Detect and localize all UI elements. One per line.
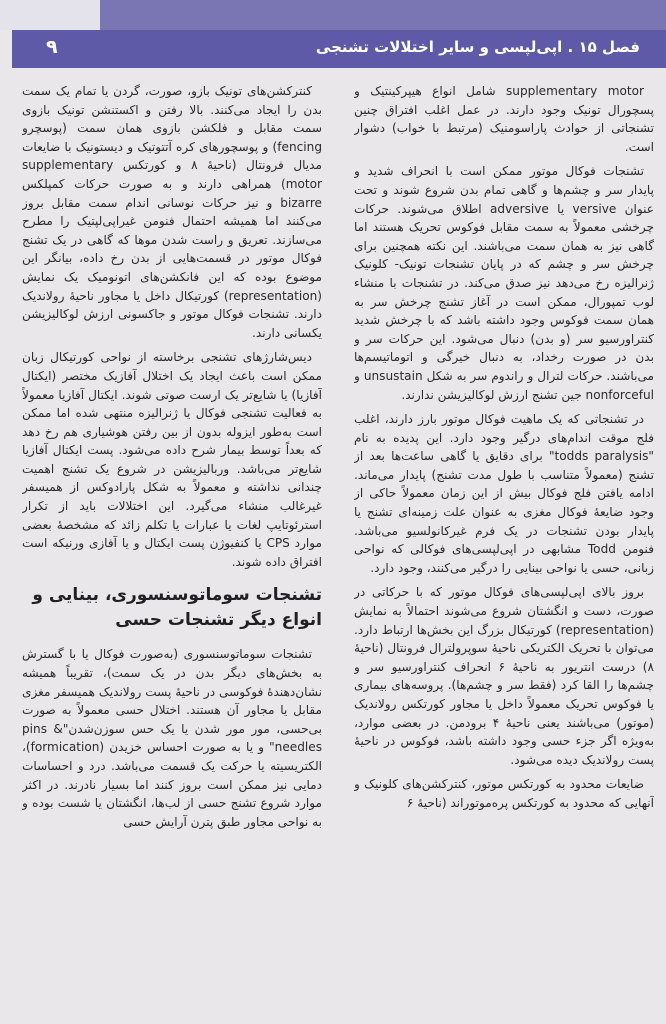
paragraph: کنترکشن‌های تونیک بازو، صورت، گردن یا تمام یک سمت بدن را ایجاد می‌کنند. بالا رفتن و اکستنشن تونیک بازوی سمت مقابل و فلکشن بازوی همان سمت (پوسچرو fencing) و پوسچورهای کره آتتوتیک و دیستونیک با ضایعات مدیال فرونتال (ناحیهٔ ۸ و کورتکس supplementary motor) همراهی دارند و به صورت حرکات کمپلکس bizarre و نیز حرکات نوسانی اندام سمت مقابل بروز می‌کنند اما همیشه احتمال فنومن غیراپی‌لپتیک را مطرح می‌سازند. تعریق و راست شدن موها که گاهی در یک تشنج فوکال موتور در قسمت‌هایی از بدن رخ داده، بیانگر این موضوع بوده که این فانکشن‌های اتونومیک یک نمایش (representation) کورتیکال داخل یا مجاور ناحیهٔ رولاندیک دارند. تشنجات فوکال موتور و جاکسونی ارزش لوکالیزیشن یکسانی دارند. — [22, 84, 322, 340]
top-decor-band — [0, 0, 666, 30]
page-number: ۹ — [46, 36, 58, 58]
section-heading: تشنجات سوماتوسنسوری، بینایی و انواع دیگر تشنجات حسی — [32, 585, 322, 631]
paragraph: تشنجات سوماتوسنسوری (به‌صورت فوکال یا با گسترش به بخش‌های دیگر بدن در یک سمت)، تقریباً همیشه نشان‌دهندهٔ فوکوسی در ناحیهٔ پست رولاندیک همیسفر مغزی مقابل یا مجاور آن هستند. اختلال حسی معمولاً به صورت بی‌حسی، مور مور شدن یا یک حس سوزن‌شدن"pins & needles" و یا به صورت احساس خزیدن (formication)، الکتریسیته یا حرکت یک قسمت می‌باشد. درد و احساسات دمایی نیز ممکن است بروز کنند اما بسیار نادرند. در اکثر موارد شروع تشنج حسی از لب‌ها، انگشتان یا شست بوده و به نواحی مجاور طبق پترن آرایش حسی — [22, 647, 322, 829]
chapter-title: فصل ۱۵ . اپی‌لپسی و سایر اختلالات تشنجی — [315, 38, 640, 56]
paragraph: supplementary motor شامل انواع هیپرکینتیک و پسچورال تونیک وجود دارند. در عمل اغلب افتراق چنین تشنجاتی از حوادث پاراسومنیک (مرتبط با خواب) دشوار است. — [354, 84, 654, 154]
paragraph: بروز بالای اپی‌لپسی‌های فوکال موتور که با حرکاتی در صورت، دست و انگشتان شروع می‌شوند احتمالاً به نمایش (representation) کورتیکال بزرگ این بخش‌ها ارتباط دارد. می‌توان با تحریک الکتریکی ناحیهٔ سوپرولترال فرونتال (ناحیهٔ ۸) درست انتریور به ناحیهٔ ۶ انحراف کنتراورسیو سر و چشم‌ها را القا کرد (فقط سر و چشم‌ها). پروسه‌های بیماری یا فوکوس تحریک معمولاً داخل یا مجاور کورتکس رولاندیک (موتور) می‌باشند یعنی ناحیهٔ ۴ برودمن. در بعضی موارد، به‌ویژه اگر جزء حسی وجود داشته باشد، فوکوس در ناحیهٔ پست رولاندیک دیده می‌شود. — [354, 585, 654, 767]
paragraph: در تشنجاتی که یک ماهیت فوکال موتور بارز دارند، اغلب فلج موقت اندام‌های درگیر وجود دارد. این پدیده به نام "todds paralysis" برای دقایق یا گاهی ساعت‌ها بعد از تشنج (معمولاً متناسب با طول مدت تشنج) پایدار می‌ماند. ادامه یافتن فلج فوکال بیش از این زمان معمولاً حاکی از وجود ضایعهٔ فوکال مغزی به عنوان علت زمینه‌ای تشنج یا پایدار بودن تشنجات در یک فرم غیرکانولسیو می‌باشد. فنومن Todd مشابهی در اپی‌لپسی‌های فوکالی که نواحی زبانی، حسی یا نواحی بینایی را درگیر می‌کنند، وجود دارد. — [354, 412, 654, 575]
page-header — [12, 30, 666, 68]
paragraph: دیس‌شارژهای تشنجی برخاسته از نواحی کورتیکال زبان ممکن است باعث ایجاد یک اختلال آفازیک مختصر (ایکتال آفازیا) یا شایع‌تر یک ارست صوتی شوند. ایکتال آفازیا معمولاً به فعالیت تشنجی فوکال یا ژنرالیزه منتهی شده اما ممکن است به‌طور ایزوله بدون از بین رفتن هوشیاری هم رخ دهد که بعداً توسط بیمار شرح داده می‌شود. پست ایکتال آفازیا شایع‌تر می‌باشد. وربالیزیشن در شروع یک تشنج اهمیت چندانی نداشته و معمولاً به شکل پارادوکس از همیسفر غیرغالب منشاء می‌گیرد. این اختلالات باید از تکرار استرئوتایپ لغات یا عبارات یا تکلم زائد که مشخصهٔ بعضی موارد CPS یا کنفیوژن پست ایکتال و یا آفازی ورنیکه است افتراق داده شوند. — [22, 350, 322, 569]
left-column — [22, 82, 322, 1024]
right-column — [354, 82, 654, 1024]
paragraph: ضایعات محدود به کورتکس موتور، کنترکشن‌های کلونیک و آنهایی که محدود به کورتکس پره‌موتوراند (ناحیهٔ ۶ — [354, 777, 654, 810]
paragraph: تشنجات فوکال موتور ممکن است با انحراف شدید و پایدار سر و چشم‌ها و گاهی تمام بدن شروع شوند و تحت عنوان versive یا adversive اطلاق می‌شوند. حرکات چرخشی معمولاً به سمت مقابل فوکوس تحریک هستند اما گاهی نیز به همان سمت می‌باشند. این نکته همچنین برای چرخش سر و چشم که در پایان تشنجات تونیک- کلونیک ژنرالیزه رخ می‌دهد نیز صدق می‌کند. در تشنجات با منشاء لوب تمپورال، ممکن است در آغاز تشنج چرخش سر به همان سمت فوکوس وجود داشته باشد که با چرخش شدید کنتراورسیو سر (و بدن) دنبال می‌شود. این حرکات سر و بدن در صورت رخداد، به دنبال خیرگی و اتوماتیسم‌ها می‌باشند. حرکات لترال و راندوم سر به شکل unsustain و nonforceful جین تشنج ارزش لوکالیزیشن ندارند. — [354, 164, 654, 402]
